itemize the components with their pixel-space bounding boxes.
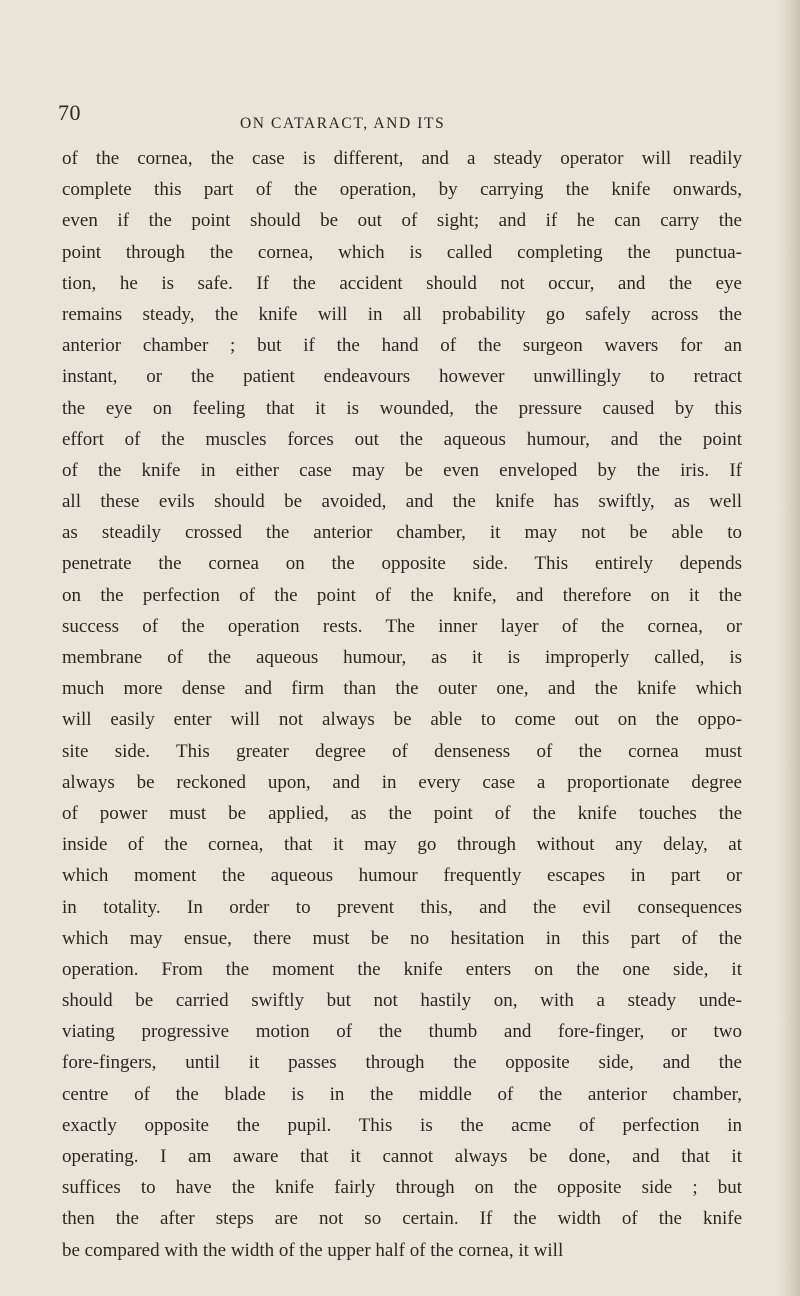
text-line: viating progressive motion of the thumb and fore-finger, or two (62, 1021, 742, 1043)
text-line: suffices to have the knife fairly through on the opposite side ; but (62, 1177, 742, 1199)
text-line: of the cornea, the case is different, and a steady operator will readily (62, 148, 742, 169)
text-line: which moment the aqueous humour frequently escapes in part or (62, 865, 742, 887)
text-line: be compared with the width of the upper half of the cornea, it will (62, 1239, 564, 1261)
text-line: on the perfection of the point of the knife, and therefore on it the (62, 584, 742, 606)
text-line: of the knife in either case may be even enveloped by the iris. If (62, 459, 742, 481)
text-line: always be reckoned upon, and in every case a proportionate degree (62, 771, 742, 793)
text-line: complete this part of the operation, by carrying the knife onwards, (62, 179, 742, 201)
text-line: the eye on feeling that it is wounded, the pressure caused by this (62, 397, 742, 419)
body-text (62, 143, 742, 1266)
text-line: anterior chamber ; but if the hand of the surgeon wavers for an (62, 335, 742, 357)
running-head: ON CATARACT, AND ITS (240, 115, 446, 132)
text-line: effort of the muscles forces out the aqueous humour, and the point (62, 428, 742, 450)
text-line: centre of the blade is in the middle of the anterior chamber, (62, 1083, 742, 1105)
text-line: of power must be applied, as the point of the knife touches the (62, 802, 742, 824)
text-line: tion, he is safe. If the accident should not occur, and the eye (62, 272, 742, 294)
text-line: exactly opposite the pupil. This is the acme of perfection in (62, 1114, 742, 1136)
text-line: much more dense and firm than the outer one, and the knife which (62, 678, 742, 700)
text-line: should be carried swiftly but not hastily on, with a steady unde- (62, 990, 742, 1012)
page-number: 70 (58, 100, 81, 125)
text-line: remains steady, the knife will in all probability go safely across the (62, 303, 742, 325)
text-line: penetrate the cornea on the opposite side. This entirely depends (62, 553, 742, 575)
text-line: membrane of the aqueous humour, as it is improperly called, is (62, 647, 742, 668)
text-line: which may ensue, there must be no hesitation in this part of the (62, 927, 742, 949)
text-line: as steadily crossed the anterior chamber, it may not be able to (62, 522, 742, 544)
text-line: even if the point should be out of sight; and if he can carry the (62, 210, 742, 232)
text-line: fore-fingers, until it passes through the opposite side, and the (62, 1052, 742, 1074)
page-edge-shadow (778, 0, 800, 1296)
text-line: then the after steps are not so certain. If the width of the knife (62, 1208, 742, 1230)
text-line: all these evils should be avoided, and the knife has swiftly, as well (62, 491, 742, 513)
text-line: inside of the cornea, that it may go through without any delay, at (62, 834, 742, 856)
text-line: operation. From the moment the knife enters on the one side, it (62, 958, 742, 980)
text-line: in totality. In order to prevent this, and the evil consequences (62, 896, 742, 918)
text-line: instant, or the patient endeavours however unwillingly to retract (62, 366, 742, 388)
text-line: success of the operation rests. The inner layer of the cornea, or (62, 615, 742, 637)
text-line: will easily enter will not always be able to come out on the oppo- (62, 709, 742, 731)
text-line: operating. I am aware that it cannot always be done, and that it (62, 1146, 742, 1167)
text-line: point through the cornea, which is called completing the punctua- (62, 241, 742, 263)
text-line: site side. This greater degree of denseness of the cornea must (62, 740, 742, 762)
